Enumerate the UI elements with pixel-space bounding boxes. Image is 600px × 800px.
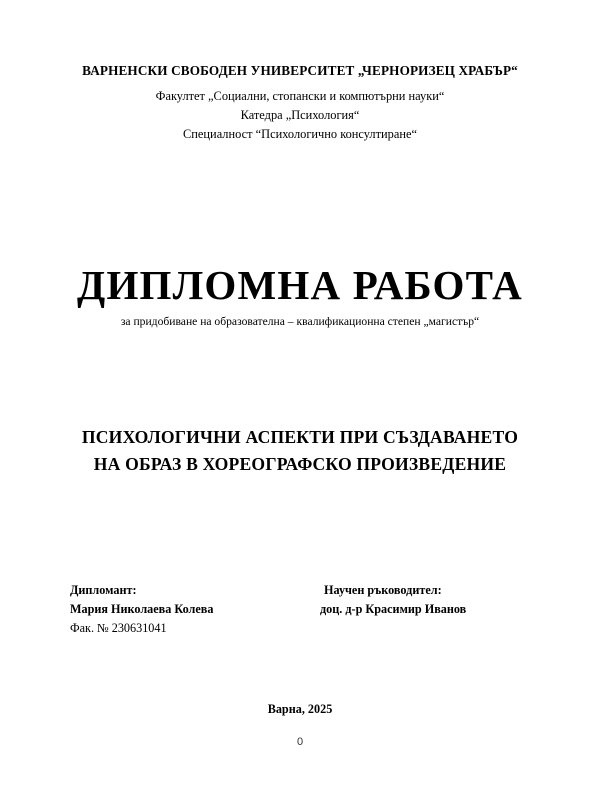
author-column [70, 581, 320, 638]
program-name: Специалност “Психологично консултиране“ [183, 127, 417, 141]
thesis-title-line-1: ПСИХОЛОГИЧНИ АСПЕКТИ ПРИ СЪЗДАВАНЕТО [81, 427, 519, 447]
department-name: Катедра „Психология“ [240, 108, 360, 122]
thesis-title-line-2: НА ОБРАЗ В ХОРЕОГРАФСКО ПРОИЗВЕДЕНИЕ [93, 454, 507, 474]
university-name: ВАРНЕНСКИ СВОБОДЕН УНИВЕРСИТЕТ „ЧЕРНОРИЗЕЦ ХРАБЪР“ [82, 63, 518, 78]
author-name: Мария Николаева Колева [70, 602, 214, 616]
supervisor-label: Научен ръководител: [324, 583, 442, 597]
institution-header [0, 62, 600, 144]
faculty-name: Факултет „Социални, стопански и компютърни науки“ [155, 89, 445, 103]
supervisor-name: доц. д-р Красимир Иванов [320, 602, 467, 616]
document-type-subtitle: за придобиване на образователна – квалификационна степен „магистър“ [120, 315, 480, 328]
supervisor-column [320, 581, 530, 619]
thesis-title [0, 424, 600, 478]
place-and-year: Варна, 2025 [267, 702, 333, 716]
author-label: Дипломант: [70, 583, 137, 597]
credits-block [70, 581, 530, 638]
page-number: 0 [296, 736, 304, 748]
document-type-title: ДИПЛОМНА РАБОТА [77, 262, 523, 308]
author-student-number: Фак. № 230631041 [70, 621, 167, 635]
